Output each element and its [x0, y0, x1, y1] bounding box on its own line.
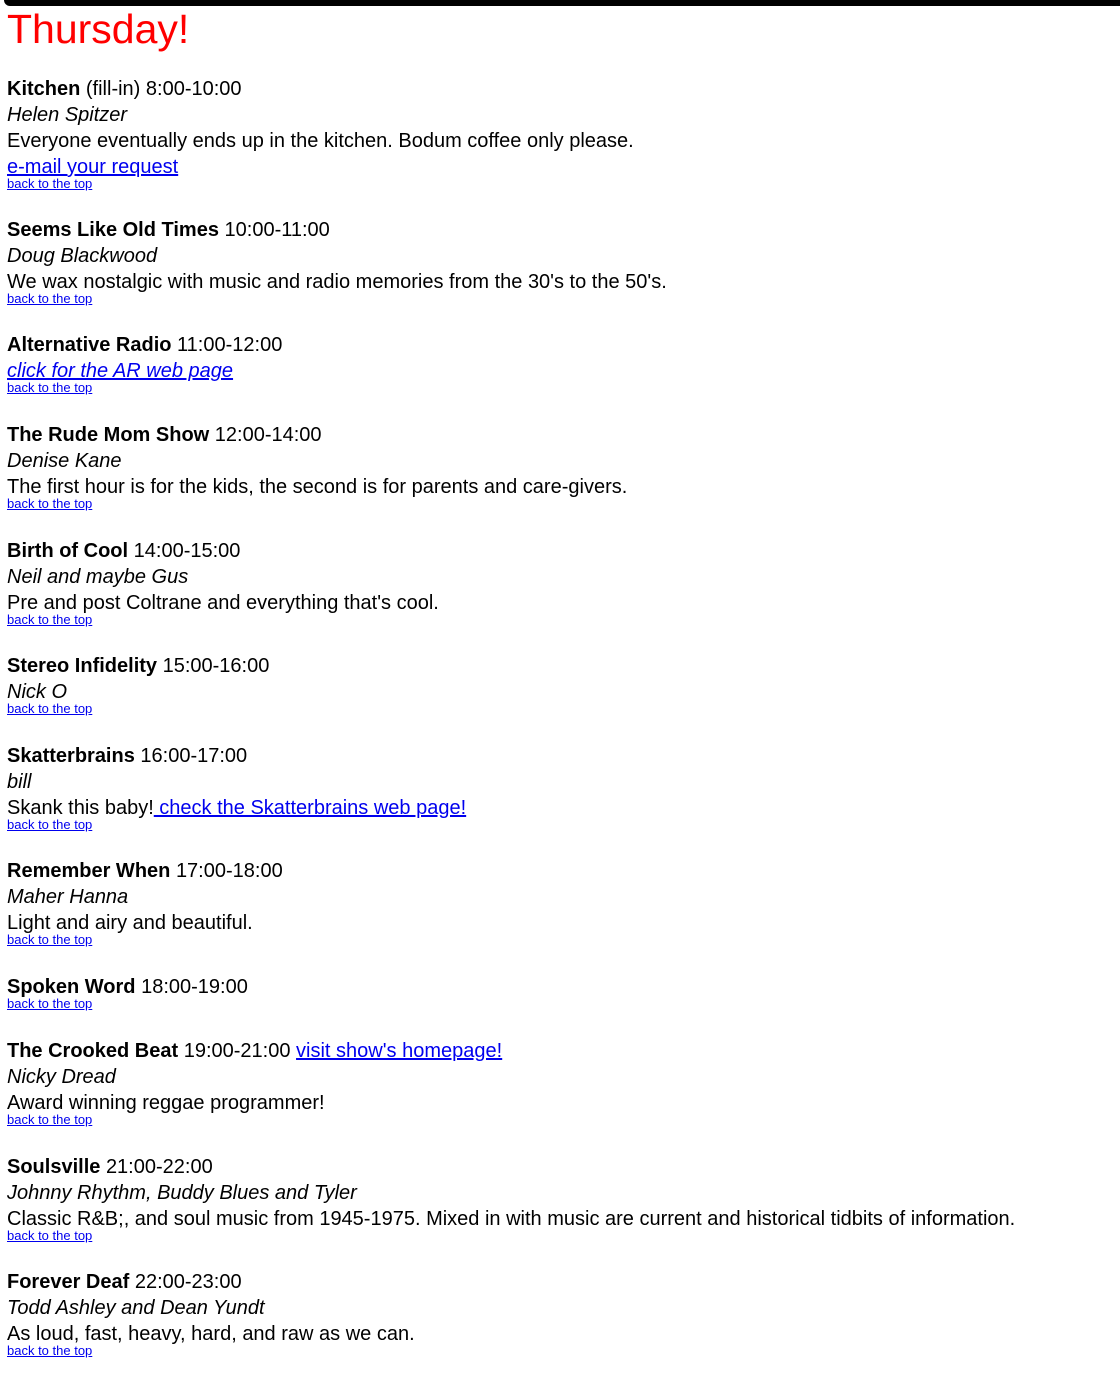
show-description: The first hour is for the kids, the second is for parents and care-givers.: [7, 476, 628, 498]
show-title: Kitchen: [7, 78, 81, 100]
show-seems-like-old-times: [7, 217, 1112, 307]
show-host: Nick O: [7, 681, 67, 703]
show-title: The Rude Mom Show: [7, 424, 210, 446]
back-to-top-link[interactable]: back to the top: [7, 1112, 93, 1127]
back-to-top-link[interactable]: back to the top: [7, 1343, 93, 1358]
show-time: 10:00-11:00: [224, 219, 330, 241]
show-time: 18:00-19:00: [141, 976, 248, 998]
back-to-top-link[interactable]: back to the top: [7, 176, 93, 191]
back-to-top-link[interactable]: back to the top: [7, 996, 93, 1011]
show-title: The Crooked Beat: [7, 1040, 179, 1062]
show-description: Skank this baby!: [7, 797, 154, 819]
show-title: Spoken Word: [7, 976, 136, 998]
show-host: bill: [7, 771, 32, 793]
show-time: 16:00-17:00: [140, 745, 248, 767]
show-heading: [7, 332, 1112, 358]
show-host: Neil and maybe Gus: [7, 566, 189, 588]
back-to-top-link[interactable]: back to the top: [7, 817, 93, 832]
show-the-rude-mom-show: [7, 422, 1112, 512]
show-birth-of-cool: [7, 538, 1112, 628]
show-time: 8:00-10:00: [145, 78, 242, 100]
show-forever-deaf: [7, 1269, 1112, 1359]
show-title: Soulsville: [7, 1156, 101, 1178]
show-heading: [7, 538, 1112, 564]
show-title: Skatterbrains: [7, 745, 135, 767]
show-host: Johnny Rhythm, Buddy Blues and Tyler: [7, 1182, 357, 1204]
show-note: (fill-in): [80, 78, 141, 100]
show-host: Nicky Dread: [7, 1066, 116, 1088]
show-title: Remember When: [7, 860, 171, 882]
show-heading: [7, 1269, 1112, 1295]
page-title: Thursday!: [7, 6, 190, 52]
show-description: As loud, fast, heavy, hard, and raw as we can.: [7, 1323, 415, 1345]
show-heading: [7, 1154, 1112, 1180]
show-time: 14:00-15:00: [133, 540, 241, 562]
back-to-top-link[interactable]: back to the top: [7, 701, 93, 716]
show-host: Doug Blackwood: [7, 245, 158, 267]
show-alternative-radio: [7, 332, 1112, 396]
show-title: Stereo Infidelity: [7, 655, 158, 677]
show-description: Light and airy and beautiful.: [7, 912, 253, 934]
show-heading: [7, 76, 1112, 102]
show-title: Forever Deaf: [7, 1271, 130, 1293]
show-homepage-link[interactable]: visit show's homepage!: [296, 1040, 503, 1062]
show-stereo-infidelity: [7, 653, 1112, 717]
show-description: Pre and post Coltrane and everything that's cool.: [7, 592, 439, 614]
show-host: Maher Hanna: [7, 886, 129, 908]
show-time: 15:00-16:00: [162, 655, 270, 677]
show-heading: [7, 653, 1112, 679]
email-request-link[interactable]: e-mail your request: [7, 156, 179, 178]
show-soulsville: [7, 1154, 1112, 1244]
show-time: 21:00-22:00: [105, 1156, 213, 1178]
show-title: Seems Like Old Times: [7, 219, 219, 241]
show-heading: [7, 217, 1112, 243]
show-time: 22:00-23:00: [134, 1271, 242, 1293]
show-skatterbrains: [7, 743, 1112, 833]
ar-web-page-link[interactable]: click for the AR web page: [7, 360, 234, 382]
show-heading: [7, 1038, 1112, 1064]
show-host: Denise Kane: [7, 450, 122, 472]
show-description: Everyone eventually ends up in the kitchen. Bodum coffee only please.: [7, 130, 634, 152]
show-host: Todd Ashley and Dean Yundt: [7, 1297, 265, 1319]
show-time: 12:00-14:00: [214, 424, 322, 446]
show-time: 11:00-12:00: [177, 334, 283, 356]
show-the-crooked-beat: [7, 1038, 1112, 1128]
show-remember-when: [7, 858, 1112, 948]
show-description: We wax nostalgic with music and radio memories from the 30's to the 50's.: [7, 271, 667, 293]
back-to-top-link[interactable]: back to the top: [7, 612, 93, 627]
show-title: Birth of Cool: [7, 540, 129, 562]
skatterbrains-web-page-link[interactable]: check the Skatterbrains web page!: [153, 797, 467, 819]
show-heading: [7, 743, 1112, 769]
show-heading: [7, 422, 1112, 448]
back-to-top-link[interactable]: back to the top: [7, 1228, 93, 1243]
show-heading: [7, 858, 1112, 884]
show-description: Award winning reggae programmer!: [7, 1092, 325, 1114]
back-to-top-link[interactable]: back to the top: [7, 496, 93, 511]
back-to-top-link[interactable]: back to the top: [7, 291, 93, 306]
show-host: Helen Spitzer: [7, 104, 128, 126]
back-to-top-link[interactable]: back to the top: [7, 932, 93, 947]
show-description: Classic R&B;, and soul music from 1945-1975. Mixed in with music are current and historical tidbits of information.: [7, 1208, 1016, 1230]
back-to-top-link[interactable]: back to the top: [7, 380, 93, 395]
show-time: 19:00-21:00: [183, 1040, 291, 1062]
show-kitchen: [7, 76, 1112, 192]
show-title: Alternative Radio: [7, 334, 172, 356]
show-spoken-word: [7, 974, 1112, 1012]
show-time: 17:00-18:00: [175, 860, 283, 882]
